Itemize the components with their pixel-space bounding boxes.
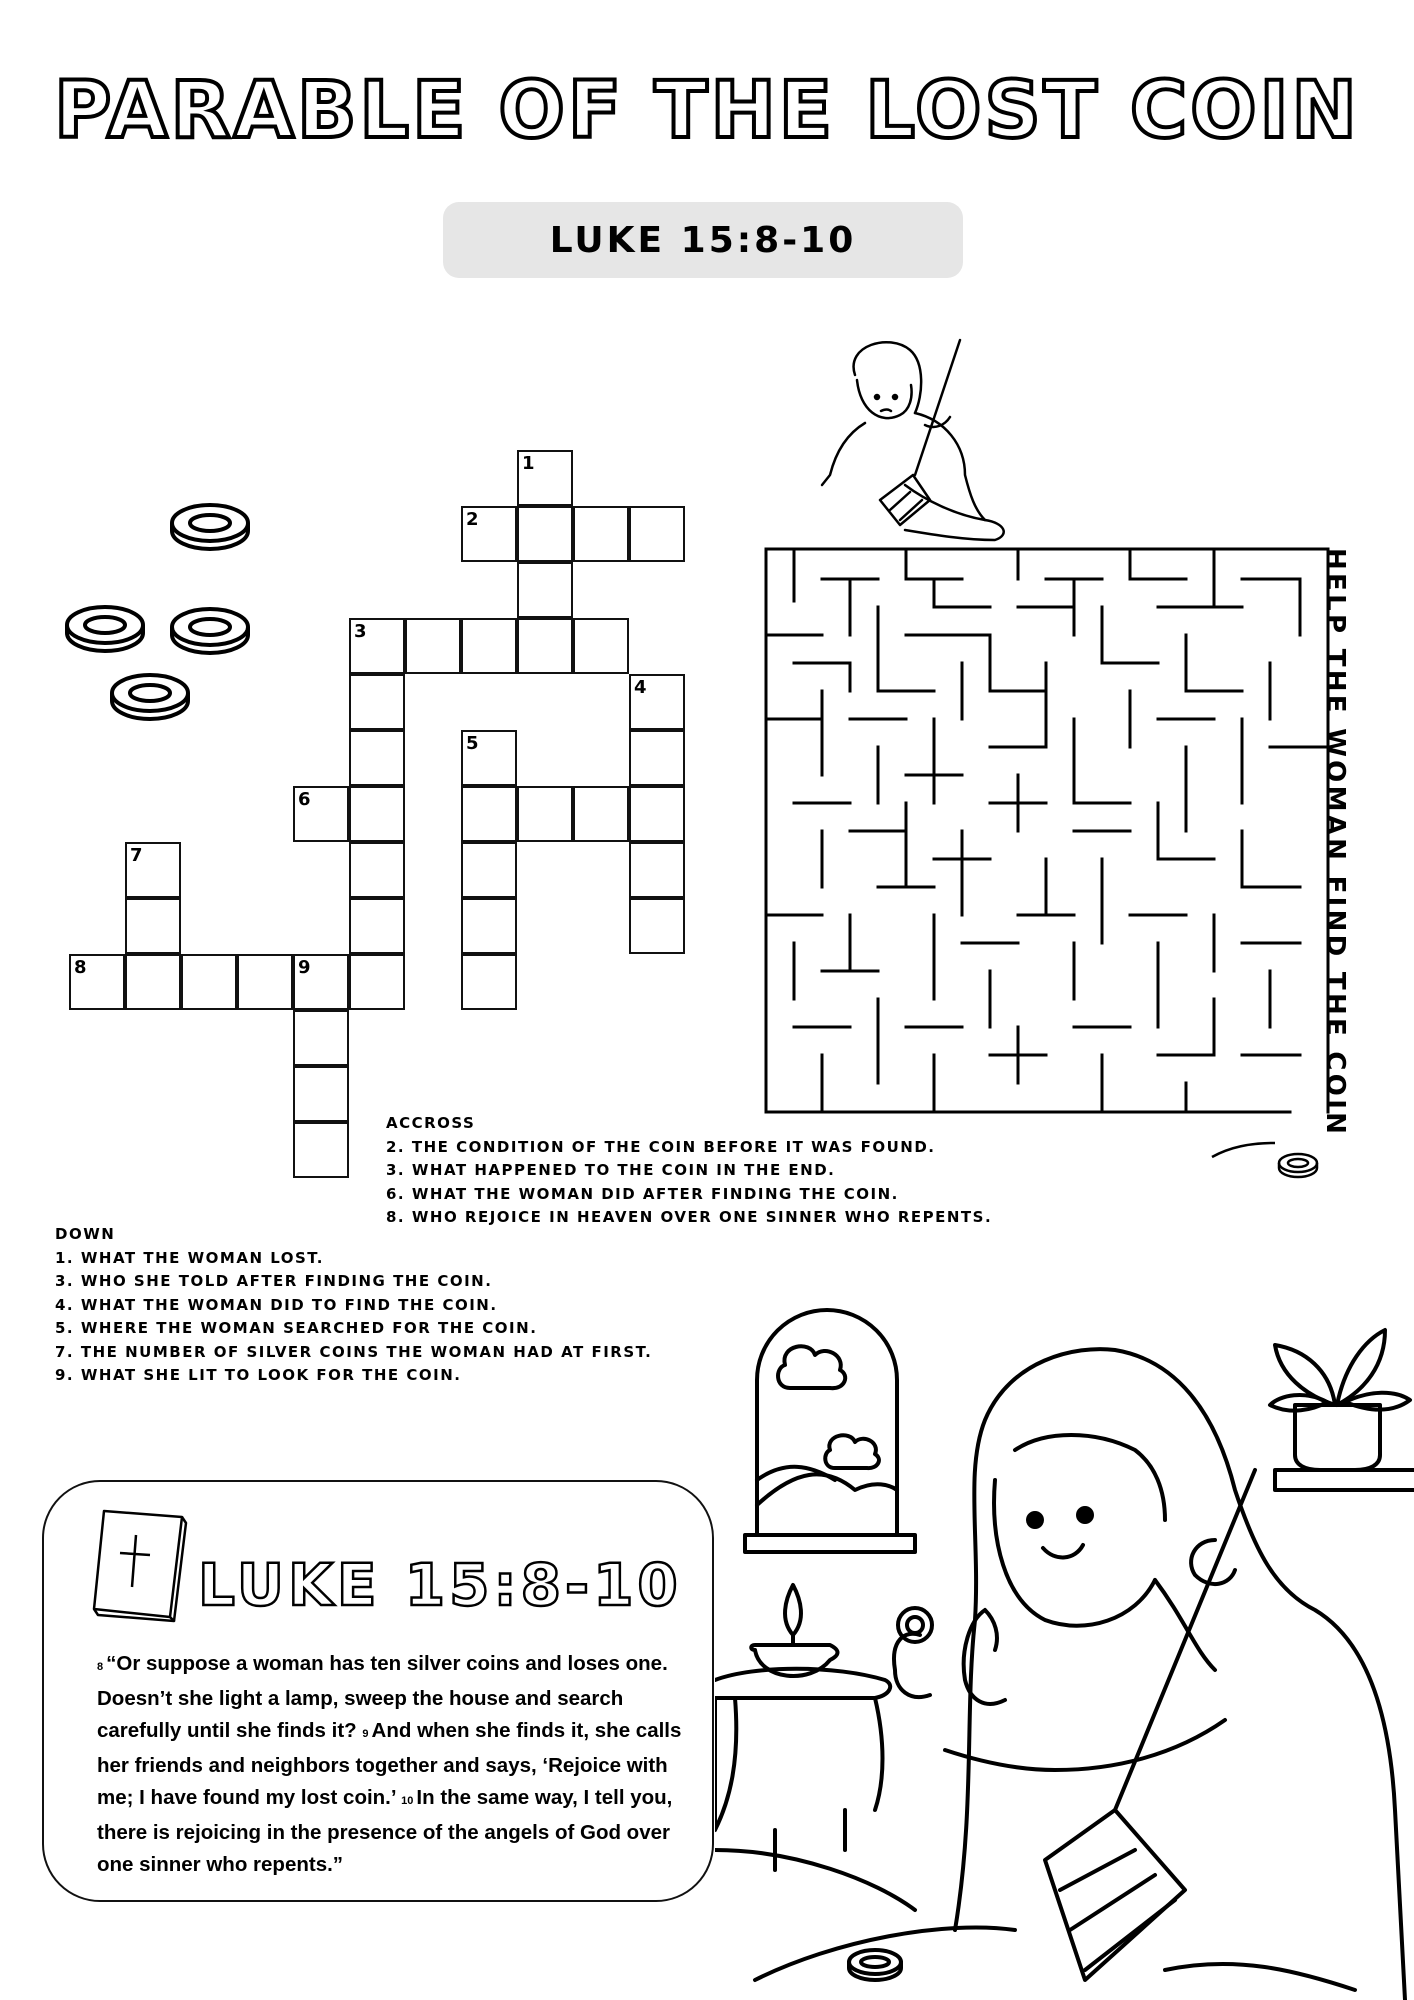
clue-number: 9 [298,957,311,978]
crossword-cell[interactable] [293,786,349,842]
crossword-cell[interactable] [629,898,685,954]
crossword-cell[interactable] [349,730,405,786]
clue-number: 7 [130,845,143,866]
crossword-cell[interactable] [349,954,405,1010]
crossword-cell[interactable] [349,842,405,898]
crossword-cell[interactable] [461,898,517,954]
crossword-cell[interactable] [293,954,349,1010]
crossword-cell[interactable] [349,618,405,674]
verse-number: 9 [362,1728,369,1740]
maze-instruction [1310,548,1350,1138]
crossword-cell[interactable] [461,618,517,674]
across-clues [386,1112,992,1230]
coin-icon [1210,1135,1325,1185]
crossword-cell[interactable] [181,954,237,1010]
verse-number: 10 [401,1795,414,1807]
clue-number: 8 [74,957,87,978]
crossword-cell[interactable] [517,618,573,674]
crossword-cell[interactable] [237,954,293,1010]
crossword-cell[interactable] [125,842,181,898]
crossword-cell[interactable] [349,786,405,842]
crossword-cell[interactable] [517,562,573,618]
crossword-cell[interactable] [517,786,573,842]
clue-item: 6. WHAT THE WOMAN DID AFTER FINDING THE COIN. [386,1184,899,1203]
crossword-cell[interactable] [461,506,517,562]
clue-number: 5 [466,733,479,754]
clue-number: 6 [298,789,311,810]
woman-with-coin-coloring-scene [715,1290,1414,2000]
crossword-cell[interactable] [69,954,125,1010]
across-heading: ACCROSS [386,1114,476,1132]
crossword-cell[interactable] [349,898,405,954]
clue-number: 2 [466,509,479,530]
maze-instruction-text: HELP THE WOMAN FIND THE COIN [1320,548,1350,1138]
crossword-cell[interactable] [125,954,181,1010]
crossword-cell[interactable] [461,954,517,1010]
clue-item: 5. WHERE THE WOMAN SEARCHED FOR THE COIN. [55,1319,538,1337]
scripture-reference: LUKE 15:8-10 [549,219,857,261]
crossword-grid [0,0,700,1180]
crossword-cell[interactable] [629,842,685,898]
woman-sweeping-illustration [805,335,1015,550]
crossword-cell[interactable] [405,618,461,674]
maze-puzzle[interactable] [760,545,1335,1115]
verse-heading: LUKE 15:8-10 [198,1551,682,1619]
down-heading: DOWN [55,1225,116,1243]
crossword-cell[interactable] [517,450,573,506]
verse-8: “Or suppose a woman has ten silver coins and loses one. Doesn’t she light a lamp, sweep the house and search carefully until she finds it? [97,1652,668,1742]
verse-10: In the same way, I tell you, there is rejoicing in the presence of the angels of God over one sinner who repents.” [97,1786,673,1876]
clue-item: 9. WHAT SHE LIT TO LOOK FOR THE COIN. [55,1366,462,1384]
clue-item: 1. WHAT THE WOMAN LOST. [55,1248,324,1267]
crossword-cell[interactable] [629,730,685,786]
crossword-cell[interactable] [293,1010,349,1066]
crossword-cell[interactable] [461,786,517,842]
crossword-cell[interactable] [573,786,629,842]
crossword-cell[interactable] [461,842,517,898]
crossword-cell[interactable] [629,506,685,562]
bible-cross-icon [90,1505,190,1625]
down-clues [55,1223,652,1388]
clue-number: 3 [354,621,367,642]
clue-number: 1 [522,453,535,474]
crossword-cell[interactable] [629,786,685,842]
crossword-cell[interactable] [293,1122,349,1178]
verse-9: And when she finds it, she calls her friends and neighbors together and says, ‘Rejoice with me; I have found my lost coin.’ [97,1719,682,1809]
clue-item: 2. THE CONDITION OF THE COIN BEFORE IT WAS FOUND. [386,1137,936,1156]
clue-number: 4 [634,677,647,698]
clue-item: 3. WHO SHE TOLD AFTER FINDING THE COIN. [55,1272,493,1290]
crossword-cell[interactable] [517,506,573,562]
verse-number: 8 [97,1661,104,1673]
clue-item: 4. WHAT THE WOMAN DID TO FIND THE COIN. [55,1295,498,1314]
page-title: PARABLE OF THE LOST COIN [54,66,1360,156]
crossword-cell[interactable] [629,674,685,730]
crossword-cell[interactable] [573,506,629,562]
crossword-cell[interactable] [125,898,181,954]
clue-item: 7. THE NUMBER OF SILVER COINS THE WOMAN HAD AT FIRST. [55,1342,653,1361]
verse-text [97,1648,687,1881]
crossword-cell[interactable] [349,674,405,730]
crossword-cell[interactable] [293,1066,349,1122]
clue-item: 8. WHO REJOICE IN HEAVEN OVER ONE SINNER WHO REPENTS. [386,1208,993,1226]
crossword-cell[interactable] [461,730,517,786]
crossword-cell[interactable] [573,618,629,674]
clue-item: 3. WHAT HAPPENED TO THE COIN IN THE END. [386,1161,836,1179]
